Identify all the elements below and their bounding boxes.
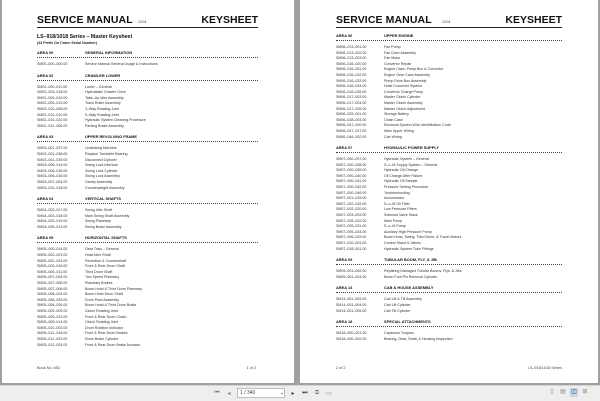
previous-page-icon[interactable]: ◂ [227,390,231,397]
manual-code: SM06–047–000.00 [336,123,367,128]
manual-code: SM04–003–017.00 [37,208,68,213]
last-page-icon[interactable]: ⏭ [302,389,308,396]
keysheet-row [37,343,258,349]
area-number: AREA 05 [37,235,54,241]
manual-code: SM07–001–015.00 [336,196,367,201]
manual-code: SM14–001–003.00 [336,297,367,302]
manual-code: SM03–001–038.00 [37,151,68,156]
manual-description: 3–Way Rotating Joint [85,106,120,111]
area-heading [37,134,258,139]
manual-description: Pump Drive Box Assembly [384,78,427,83]
manual-description: Fan Motor [384,56,401,61]
area-heading [336,319,562,324]
area-heading [336,257,562,262]
manual-code: SM07–000–042.00 [336,185,367,190]
keysheet-row [37,124,258,130]
footer-book-number: Book No. 652 [37,366,61,370]
two-page-view-icon[interactable]: ◫ [571,389,577,395]
manual-code: SM07–000–041.00 [336,179,367,184]
manual-description: Boom Hoist & Third Drum Brake [85,303,137,308]
manual-description: Clutch Rotating Joint [85,309,119,313]
manual-code: SM02–010–010.00 [37,112,68,117]
manual-code: SM06–013–002.00 [336,50,367,55]
manual-code: SM05–008–026.00 [37,303,68,308]
manual-code: SM14–001–004.00 [336,302,367,307]
manual-description: Swing Lock Interlock [85,163,118,168]
first-page-icon[interactable]: ⏮ [214,389,220,396]
manual-code: SM02–005–013.00 [37,101,68,106]
manual-description: Boom Hoist, Swing, Third Drum, & Travel Motors [384,235,462,240]
manual-code: SM03–001–037.00 [37,146,68,151]
divider [336,292,562,294]
area-number: AREA 09 [336,257,353,263]
manual-code: SM07–000–039.00 [336,168,367,173]
area-heading [37,73,258,78]
manual-code: SM06–017–005.00 [336,106,367,111]
manual-code: SM05–005–011.00 [37,269,68,274]
manual-code: SM06–013–003.00 [336,56,367,61]
manual-description: Hydraulic System Tube Fittings [384,246,434,251]
area-number: AREA 07 [336,145,353,151]
manual-description: S–o–M Supply System – General [384,162,438,167]
divider [336,264,562,266]
manual-code: SM05–007–006.00 [37,286,68,291]
manual-description: Master Clutch Cylinder [384,95,421,100]
area-name: GENERAL INFORMATION [85,50,133,55]
keysheet-row [37,225,258,231]
area-name: VERTICAL SHAFTS [85,196,122,202]
manual-description: Gantry Assembly [85,179,113,184]
manual-description: S–o–M Oil Filter [384,201,410,206]
area-number: AREA 14 [336,285,353,291]
page-navigation [213,388,333,398]
manual-description: Master Clutch Adjustment [384,106,425,111]
manual-code: SM07–000–038.00 [336,162,367,167]
header-code: 0104 [138,20,147,24]
header-title: SERVICE MANUAL [336,14,432,26]
manual-code: SM07–005–031.00 [336,224,367,229]
manual-code: SM05–008–024.00 [37,292,68,297]
manual-description: Front & Rear Drum Shaft [85,264,125,269]
manual-code: SM05–009–013.00 [37,314,68,319]
header-keysheet: KEYSHEET [505,14,562,26]
manual-description: Service Manual General Usage & Instructions [85,62,158,66]
area-name: UPPER REVOLVING FRAME [85,134,138,140]
manual-code: SM05–002–023.00 [37,253,68,258]
manual-description: Gear Train – General [85,247,119,252]
manual-description: Two Speed Planetary [85,275,120,280]
divider [336,326,562,328]
manual-code: SM18–000–001.00 [336,331,367,336]
next-page-icon[interactable]: ▸ [291,390,295,397]
page-footer [37,366,256,370]
manual-description: Hoist Idler Shaft [85,253,111,258]
manual-code: SM06–047–017.00 [336,128,367,133]
manual-code: SM05–002–024.00 [37,258,68,263]
manual-description: Solenoid Valve Stack [384,213,418,218]
manual-description: Main Pump [384,218,403,223]
manual-description: Boom Hoist & Third Drum Planetary [85,286,143,291]
manual-description: Low Pressure Filters [384,207,417,212]
page-number-input[interactable] [237,388,285,398]
footer-series: LS–918/1018 Series [527,366,562,370]
manual-code: SM03–007–004.00 [37,179,68,184]
single-page-view-icon[interactable]: ▯ [550,389,554,395]
footer-page-count: 2 of 2 [336,366,346,370]
manual-description: Master Clutch Assembly [384,100,423,105]
manual-description: Drum Brake Cylinder [85,336,119,341]
footer-page-count: 1 of 2 [246,366,256,370]
manual-description: Repairing Damaged Tubular Booms, Flys, & Jibs [384,269,462,274]
area-number: AREA 18 [336,319,353,325]
manual-description: Parking Brake Assembly [85,123,124,128]
manual-description: Boom Hoist Drum Shaft [85,292,123,297]
area-name: HORIZONTAL SHAFTS [85,235,127,241]
manual-code: SM06–038–003.00 [336,117,367,122]
manual-description: Replace Turntable Bearing [85,151,128,156]
manual-code: SM05–000–014.00 [37,247,68,252]
manual-code: SM05–012–024.00 [37,342,68,347]
manual-description: 5–Way Rotating Joint [85,112,120,117]
manual-code: SM07–000–046.00 [336,190,367,195]
manual-description: Boom Foot Pin Removal Cylinder [384,274,438,279]
divider [336,40,562,42]
manual-description: Hydraulic Oil Change [384,168,418,173]
manual-code: SM06–016–034.00 [336,84,367,89]
manual-code: SM05–007–004.00 [37,275,68,280]
area-name: CAB & HOUSE ASSEMBLY [384,285,434,291]
manual-description: Third Drum Shaft [85,269,113,274]
manual-code: SM06–016–032.00 [336,72,367,77]
manual-code: SM07–005–022.00 [336,218,367,223]
manual-code: SM05–003–016.00 [37,264,68,269]
manual-code: SM03–001–039.00 [37,157,68,162]
manual-description: Cab Lift & Tilt Assembly [384,297,422,302]
manual-description: Drum Pawl Assembly [85,297,119,302]
manual-code: SM07–003–003.00 [336,213,367,218]
manual-description: Drum Rotation Indicator [85,325,123,330]
manual-code: SM06–017–003.00 [336,95,367,100]
manual-code: SM04–003–018.00 [37,213,68,218]
manual-description: Engine Gear Case Assembly [384,72,430,77]
keysheet-row [336,337,562,343]
divider [37,57,258,59]
area-heading [336,33,562,38]
manual-description: Track Roller Assembly [85,101,121,106]
manual-code: SM06–017–004.00 [336,100,367,105]
header-title: SERVICE MANUAL [37,14,133,26]
manual-description: Convertor Repair [384,61,412,66]
view-mode-group [548,388,589,397]
manual-code: SM07–005–034.00 [336,229,367,234]
manual-code: SM02–010–008.00 [37,106,68,111]
manual-code: SM18–000–002.00 [336,336,367,341]
manual-description: Cab Wiring [384,134,402,139]
manual-description: Control Stand & Valves [384,241,421,245]
copy-page-icon[interactable]: ⧉ [314,389,320,396]
keysheet-row [37,62,258,68]
header-code: 0104 [442,20,451,24]
fit-page-icon[interactable]: ▭ [326,390,332,397]
manual-code: SM02–000–011.00 [37,84,68,89]
area-name: UPPER ENGINE [384,33,414,38]
manual-code: SM06–016–035.00 [336,89,367,94]
area-heading [336,145,562,150]
manual-code: SM06–013–001.00 [336,45,367,49]
manual-code: SM07–006–029.00 [336,235,367,240]
manual-code: SM05–012–023.00 [37,336,68,341]
manual-description: Front & Rear Drum Brake Actuator [85,342,140,347]
area-number: AREA 00 [37,50,54,55]
manual-code: SM07–000–037.00 [336,157,367,162]
manual-description: Fan Drive Assembly [384,50,416,55]
manual-description: Hoist Convertor System [384,84,422,89]
manual-code: SM07–010–001.00 [336,241,367,245]
manual-code: SM02–010–022.00 [37,118,68,123]
manual-description: Oil Change After Failure [384,173,423,178]
divider [37,80,258,82]
manual-description: Cab Tilt Cylinder [384,308,411,313]
page-number-value: 1 / 340 [240,390,256,396]
keysheet-row [336,309,562,315]
manual-code: SM05–007–005.00 [37,281,68,286]
chevron-down-icon[interactable]: ▾ [280,390,283,396]
document-title: LS–918/1018 Series – Master Keysheet [37,34,133,40]
manual-code: SM05–012–018.00 [37,331,68,336]
manual-description: Hydrostatic Crawler Drive [85,90,126,95]
manual-description: Auxiliary High Pressure Pump [384,229,432,234]
keysheet-row [336,135,562,141]
area-heading [37,235,258,240]
manual-code: SM03–006–014.00 [37,163,68,168]
manual-description: Troubleshooting [384,190,410,195]
manual-description: Main Swing Shaft Assembly [85,213,130,218]
manual-description: Front & Rear Drum Clutch [85,314,127,319]
page-header [37,14,258,28]
area-number: AREA 03 [37,134,54,140]
keysheet-row [336,275,562,281]
manual-code: SM04–003–019.00 [37,219,68,224]
manual-description: Swing Planetary [85,219,111,224]
area-name: HYDRAULIC POWER SUPPLY [384,145,439,151]
manual-description: Front & Rear Drum Brakes [85,331,128,336]
manual-code: SM06–016–020.00 [336,61,367,66]
manual-description: S–o–M Pump [384,224,406,229]
continuous-view-icon[interactable]: ▤ [560,389,566,395]
divider [37,242,258,244]
manual-code: SM07–002–020.00 [336,207,367,212]
area-heading [37,50,258,55]
manual-description: Lower – General [85,84,112,89]
manual-description: Storage Battery [384,112,409,117]
manual-description: Swing Brake Assembly [85,224,122,229]
area-number: AREA 02 [37,72,54,78]
document-subtitle: (43 Prefix On Crane Serial Number) [37,41,97,45]
manual-description: Disconnect Cylinder [85,157,117,162]
area-number: AREA 06 [336,33,353,38]
area-heading [336,285,562,290]
manual-code: SM02–004–010.00 [37,95,68,100]
manual-code: SM09–001–004.00 [336,274,367,279]
manual-description: Main Upper Wiring [384,128,414,133]
manual-code: SM03–010–018.00 [37,185,68,190]
manual-code: SM06–048–002.00 [336,134,367,139]
manual-description: Reduction & Countershaft [85,258,127,263]
manual-code: SM14–001–005.00 [336,308,367,313]
manual-description: Capscrew Torques [384,331,414,336]
manual-description: Planetary Brakes [85,281,113,286]
manual-description: Undecking Machine [85,146,117,151]
manual-description: Clutch Rotating Joint [85,320,119,325]
manual-description: Bearing, Gear, Shaft, & Housing Inspection [384,336,453,341]
area-name: TUBULAR BOOM, FLY, & JIB [384,257,437,263]
manual-description: Fan Pump [384,45,401,49]
manual-description: Accumulator [384,196,404,201]
manual-code: SM05–009–009.00 [37,309,68,313]
manual-code: SM04–005–014.00 [37,224,68,229]
manual-code: SM07–002–019.00 [336,201,367,206]
keysheet-row [37,186,258,192]
viewer-toolbar [0,385,600,401]
manual-description: Cab Lift Cylinder [384,302,411,307]
header-keysheet: KEYSHEET [201,14,258,26]
manual-description: Engine Case, Pump Box & Convertor [384,67,444,72]
manual-description: Hydraulic Oil Sample [384,179,418,184]
manual-code: SM06–016–033.00 [336,78,367,83]
keysheet-row [336,247,562,253]
manual-description: Pressure Setting Procedure [384,185,429,190]
manual-code: SM03–006–018.00 [37,174,68,179]
manual-code: SM07–000–040.00 [336,173,367,178]
manual-code: SM05–009–014.00 [37,320,68,325]
manual-description: Hydraulic System Cleaning Procedure [85,118,146,123]
manual-code: SM00–000–000.00 [37,62,68,66]
manual-description: Swing Idler Shaft [85,208,113,213]
manual-code: SM03–006–016.00 [37,168,68,173]
area-number: AREA 04 [37,196,54,202]
manual-code: SM05–008–025.00 [37,297,68,302]
divider [37,141,258,143]
area-name: SPECIAL ATTACHMENTS [384,319,431,325]
area-name: CRAWLER LOWER [85,72,121,78]
page-header [336,14,562,28]
manual-description: Chain Case [384,117,403,122]
manual-description: Swing Lock Assembly [85,174,120,179]
manual-code: SM02–003–018.00 [37,90,68,95]
manual-description: Convertor Charge Pump [384,89,423,94]
manual-code: SM02–012–006.00 [37,123,68,128]
page-1 [2,0,294,383]
manual-code: SM07–018–001.00 [336,246,367,251]
manual-code: SM06–029–001.00 [336,112,367,117]
manual-code: SM05–010–003.00 [37,325,68,330]
manual-description: Take–Up Idler Assembly [85,95,124,100]
manual-code: SM06–016–031.00 [336,67,367,72]
manual-description: Electrical System Wire Identification Code [384,123,451,128]
continuous-two-page-view-icon[interactable]: ⊞ [582,389,588,395]
page-2 [300,0,598,383]
divider [336,152,562,154]
manual-description: Counterweight Assembly [85,185,125,190]
manual-description: Swing Lock Cylinder [85,168,118,173]
manual-code: SM09–001–002.00 [336,269,367,274]
area-heading [37,196,258,201]
manual-description: Hydraulic System – General [384,157,429,162]
page-footer [336,366,562,370]
divider [37,203,258,205]
